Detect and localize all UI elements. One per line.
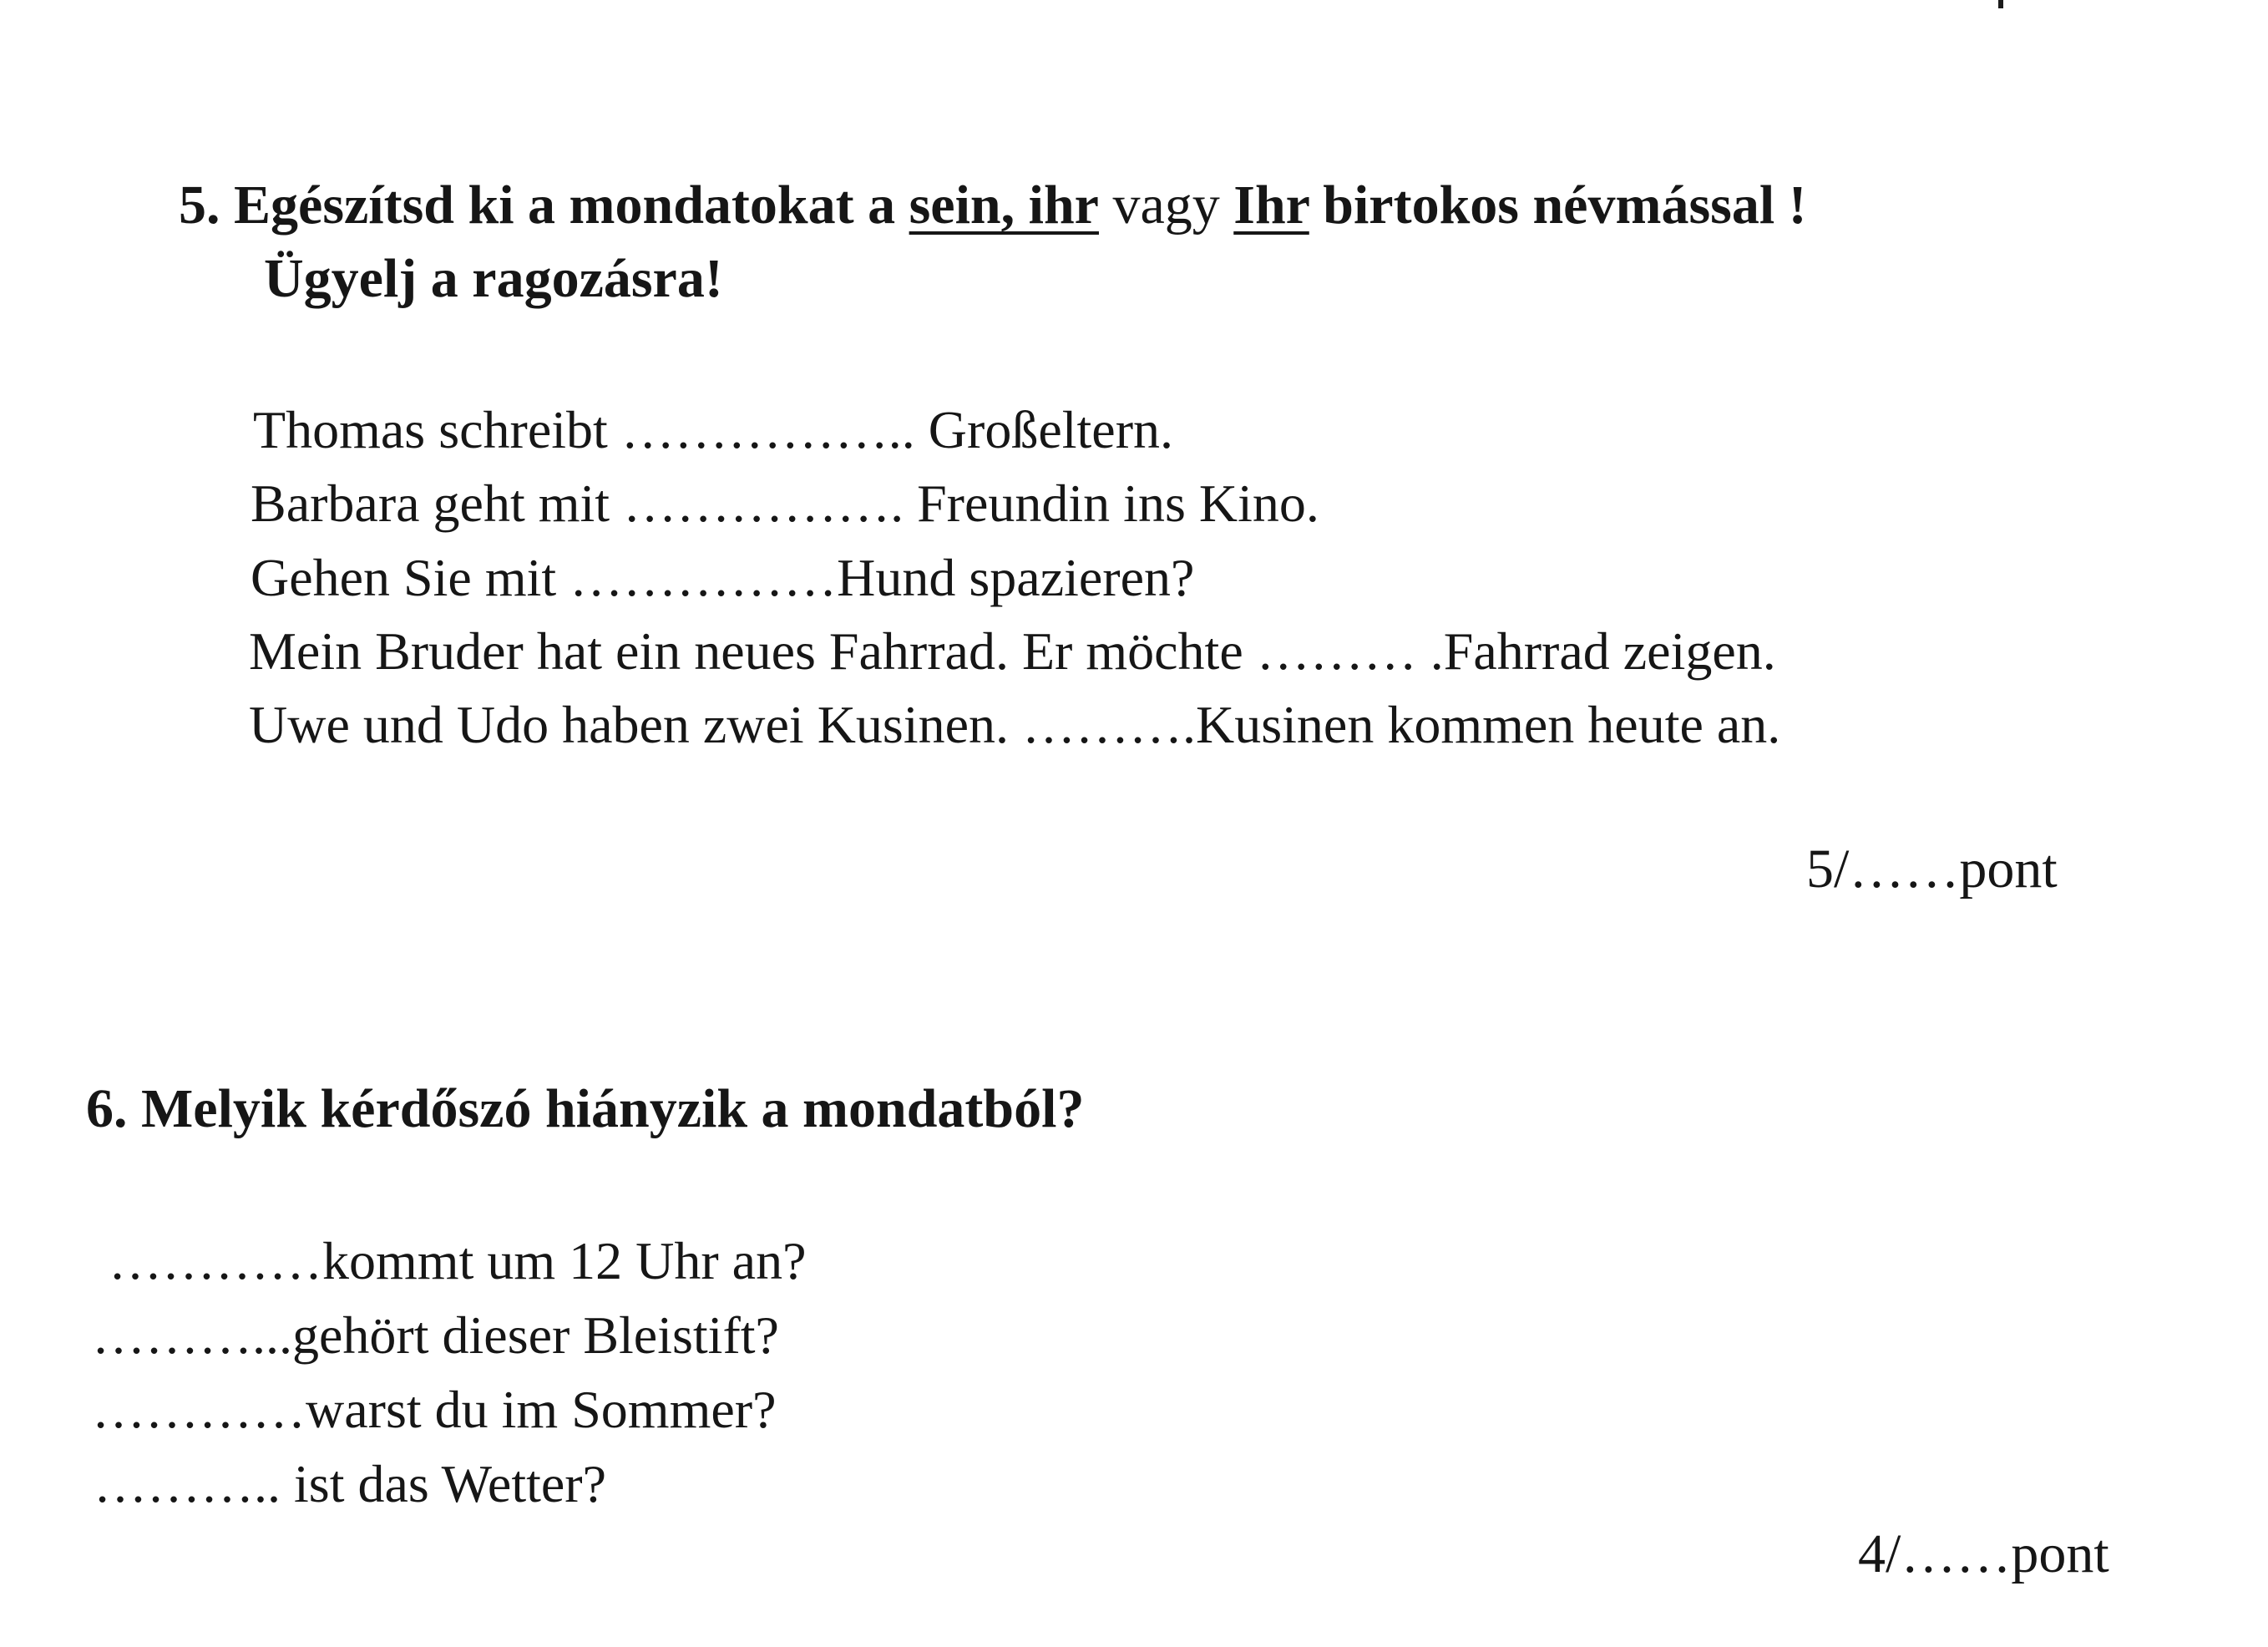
exercise-5-sentence: Mein Bruder hat ein neues Fahrrad. Er möchte ……… .Fahrrad zeigen. <box>249 621 1776 681</box>
exercise-6-score: 4/……pont <box>1858 1523 2109 1584</box>
exercise-6-sentence: …………warst du im Sommer? <box>92 1380 777 1439</box>
exercise-5-instruction-line2: Ügyelj a ragozásra! <box>264 248 723 309</box>
option-Ihr: Ihr <box>1233 175 1309 236</box>
exercise-5-sentence: Barbara geht mit ……………. Freundin ins Kino. <box>251 474 1319 533</box>
exercise-5-heading <box>179 175 1807 236</box>
exercise-6-sentence: ……….. ist das Wetter? <box>94 1454 606 1513</box>
page-edge-mark <box>1998 0 2003 8</box>
exercise-5-sentence: Thomas schreibt …………….. Großeltern. <box>253 400 1173 459</box>
exercise-6-heading <box>86 1078 1085 1139</box>
exercise-6-instruction: Melyik kérdőszó hiányzik a mondatból? <box>141 1078 1085 1139</box>
exercise-6-sentence: ………...gehört dieser Bleistift? <box>92 1305 779 1365</box>
exercise-5-number: 5. <box>179 175 220 236</box>
exercise-5-instruction-end: birtokos névmással ! <box>1323 175 1807 236</box>
exercise-6-number: 6. <box>86 1078 128 1139</box>
exercise-5-connector: vagy <box>1112 175 1220 236</box>
exercise-5-sentence: Gehen Sie mit ……………Hund spazieren? <box>251 548 1195 607</box>
exercise-6-sentence: …………kommt um 12 Uhr an? <box>109 1231 807 1290</box>
exercise-5-sentence: Uwe und Udo haben zwei Kusinen. ……….Kusinen kommen heute an. <box>249 695 1781 754</box>
exercise-5-score: 5/……pont <box>1806 839 2058 900</box>
exercise-5-instruction-start: Egészítsd ki a mondatokat a <box>234 175 896 236</box>
option-sein-ihr: sein, ihr <box>909 175 1099 236</box>
